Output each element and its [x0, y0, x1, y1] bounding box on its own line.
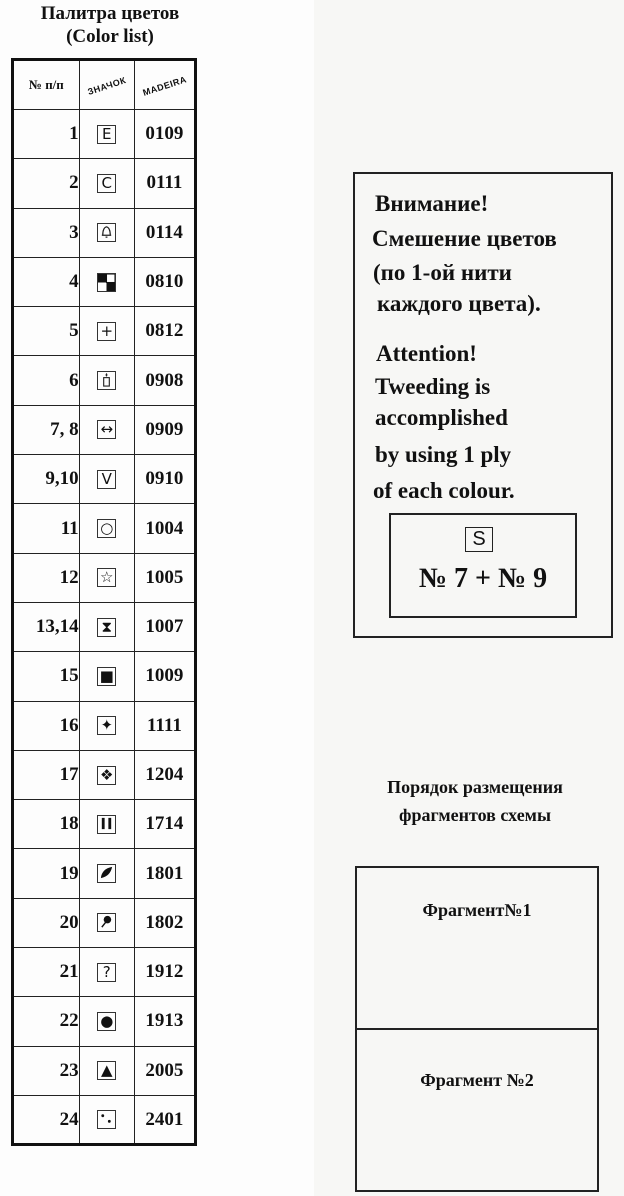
madeira-code: 0810 — [134, 257, 195, 306]
color-list-table — [11, 58, 197, 1146]
attention-en-line: Attention! — [376, 341, 477, 366]
madeira-code: 1912 — [134, 948, 195, 997]
fragment-1-box — [355, 866, 599, 1030]
symbol-cell — [79, 849, 134, 898]
stitch-symbol-icon — [97, 815, 116, 834]
symbol-cell — [79, 948, 134, 997]
table-row — [13, 1095, 196, 1144]
attention-en-line: by using 1 ply — [375, 442, 512, 467]
row-number: 22 — [13, 997, 80, 1046]
attention-ru-line: (по 1-ой нити — [373, 260, 512, 285]
stitch-symbol-icon: E — [97, 125, 116, 144]
madeira-code: 1005 — [134, 553, 195, 602]
fragment-2-label: Фрагмент №2 — [420, 1070, 534, 1090]
symbol-cell — [79, 898, 134, 947]
attention-ru-line: Внимание! — [375, 191, 489, 216]
stitch-symbol-icon — [97, 913, 116, 932]
symbol-cell — [79, 553, 134, 602]
row-number: 6 — [13, 356, 80, 405]
stitch-symbol-icon: ✦ — [97, 716, 116, 735]
stitch-symbol-icon: + — [97, 322, 116, 341]
symbol-cell — [79, 405, 134, 454]
fragment-2-box — [355, 1028, 599, 1192]
symbol-cell — [79, 504, 134, 553]
row-number: 2 — [13, 159, 80, 208]
row-number: 4 — [13, 257, 80, 306]
symbol-cell — [79, 750, 134, 799]
row-number: 17 — [13, 750, 80, 799]
row-number: 20 — [13, 898, 80, 947]
stitch-symbol-icon — [97, 223, 116, 242]
symbol-cell — [79, 307, 134, 356]
table-row — [13, 1046, 196, 1095]
madeira-code: 0109 — [134, 110, 195, 159]
mix-formula: № 7 + № 9 — [418, 563, 548, 594]
madeira-code: 1802 — [134, 898, 195, 947]
stitch-symbol-icon: ? — [97, 963, 116, 982]
madeira-code: 1007 — [134, 602, 195, 651]
row-number: 21 — [13, 948, 80, 997]
madeira-code: 1714 — [134, 800, 195, 849]
row-number: 18 — [13, 800, 80, 849]
row-number: 16 — [13, 701, 80, 750]
table-row — [13, 701, 196, 750]
table-row — [13, 208, 196, 257]
fragment-1-label: Фрагмент№1 — [422, 900, 532, 920]
row-number: 24 — [13, 1095, 80, 1144]
row-number: 23 — [13, 1046, 80, 1095]
table-row — [13, 257, 196, 306]
attention-ru-line: каждого цвета). — [377, 291, 541, 316]
stitch-symbol-icon: C — [97, 174, 116, 193]
stitch-symbol-icon — [97, 1110, 116, 1129]
symbol-cell — [79, 455, 134, 504]
symbol-cell — [79, 800, 134, 849]
madeira-code: 0909 — [134, 405, 195, 454]
attention-en-line: of each colour. — [373, 478, 515, 503]
column-header-symbol: ЗНАЧОК — [79, 60, 134, 110]
stitch-symbol-icon: ❖ — [97, 766, 116, 785]
column-header-number: № п/п — [13, 60, 80, 110]
stitch-symbol-icon: ▲ — [97, 1061, 116, 1080]
order-title-line: Порядок размещения — [387, 777, 563, 797]
row-number: 7, 8 — [13, 405, 80, 454]
table-row — [13, 307, 196, 356]
stitch-symbol-icon: ☆ — [97, 568, 116, 587]
table-row — [13, 356, 196, 405]
row-number: 13,14 — [13, 602, 80, 651]
table-row — [13, 602, 196, 651]
symbol-cell — [79, 159, 134, 208]
table-row — [13, 455, 196, 504]
symbol-cell — [79, 110, 134, 159]
attention-en-line: accomplished — [375, 405, 508, 430]
stitch-symbol-icon: ↔ — [97, 420, 116, 439]
table-row — [13, 110, 196, 159]
stitch-symbol-icon: ○ — [97, 519, 116, 538]
table-row — [13, 849, 196, 898]
symbol-cell — [79, 652, 134, 701]
table-row — [13, 800, 196, 849]
row-number: 15 — [13, 652, 80, 701]
symbol-cell — [79, 208, 134, 257]
row-number: 3 — [13, 208, 80, 257]
symbol-cell — [79, 1046, 134, 1095]
table-row — [13, 405, 196, 454]
madeira-code: 1111 — [134, 701, 195, 750]
madeira-code: 1801 — [134, 849, 195, 898]
symbol-cell — [79, 997, 134, 1046]
table-row — [13, 898, 196, 947]
madeira-code: 0908 — [134, 356, 195, 405]
madeira-code: 0910 — [134, 455, 195, 504]
column-header-madeira: MADEIRA — [134, 60, 195, 110]
madeira-code: 1913 — [134, 997, 195, 1046]
row-number: 12 — [13, 553, 80, 602]
table-row — [13, 652, 196, 701]
table-row — [13, 553, 196, 602]
row-number: 1 — [13, 110, 80, 159]
table-row — [13, 159, 196, 208]
row-number: 9,10 — [13, 455, 80, 504]
mix-symbol: S — [465, 527, 493, 552]
madeira-code: 2005 — [134, 1046, 195, 1095]
madeira-code: 0111 — [134, 159, 195, 208]
table-row — [13, 750, 196, 799]
stitch-symbol-icon: V — [97, 470, 116, 489]
symbol-cell — [79, 602, 134, 651]
stitch-symbol-icon: ■ — [97, 667, 116, 686]
attention-ru-line: Смешение цветов — [372, 226, 557, 251]
symbol-cell — [79, 356, 134, 405]
madeira-code: 1009 — [134, 652, 195, 701]
symbol-cell — [79, 257, 134, 306]
madeira-code: 1204 — [134, 750, 195, 799]
table-row — [13, 948, 196, 997]
attention-en-line: Tweeding is — [375, 374, 491, 399]
stitch-symbol-icon — [97, 864, 116, 883]
table-header-row — [13, 60, 196, 110]
stitch-symbol-icon — [97, 273, 116, 292]
madeira-code: 1004 — [134, 504, 195, 553]
row-number: 5 — [13, 307, 80, 356]
table-row — [13, 997, 196, 1046]
row-number: 19 — [13, 849, 80, 898]
table-row — [13, 504, 196, 553]
palette-title: Палитра цветов — [40, 3, 180, 24]
madeira-code: 0812 — [134, 307, 195, 356]
stitch-symbol-icon: ⧗ — [97, 618, 116, 637]
stitch-symbol-icon — [97, 371, 116, 390]
madeira-code: 0114 — [134, 208, 195, 257]
symbol-cell — [79, 1095, 134, 1144]
stitch-symbol-icon: ● — [97, 1012, 116, 1031]
order-title-line: фрагментов схемы — [398, 805, 551, 825]
row-number: 11 — [13, 504, 80, 553]
symbol-cell — [79, 701, 134, 750]
palette-subtitle: (Color list) — [66, 26, 154, 47]
madeira-code: 2401 — [134, 1095, 195, 1144]
